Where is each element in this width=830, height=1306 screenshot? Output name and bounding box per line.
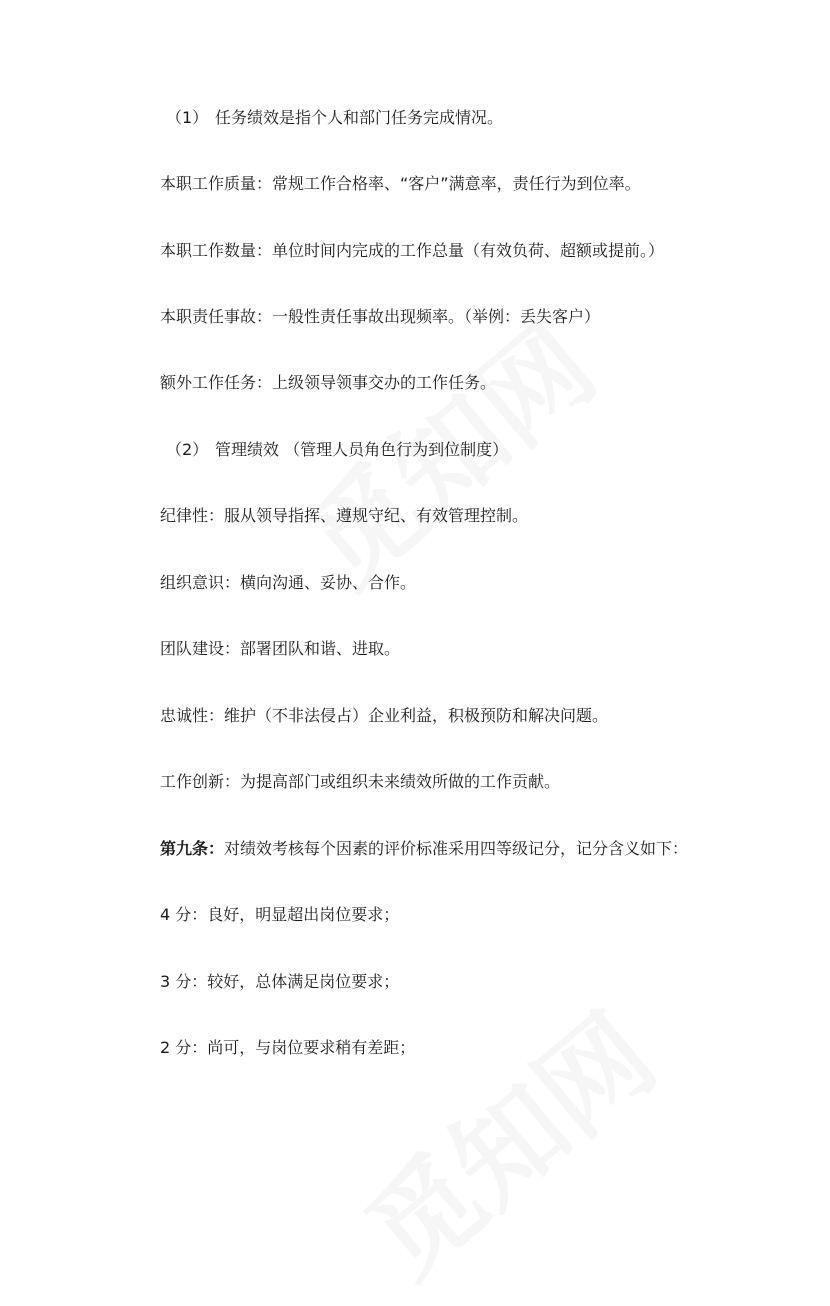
paragraph: 3 分：较好，总体满足岗位要求； bbox=[160, 972, 400, 991]
paragraph: 本职责任事故：一般性责任事故出现频率。（举例：丢失客户） bbox=[160, 307, 601, 326]
watermark bbox=[328, 972, 682, 1305]
paragraph: 组织意识：横向沟通、妥协、合作。 bbox=[160, 573, 417, 592]
paragraph: 2 分：尚可，与岗位要求稍有差距； bbox=[160, 1038, 416, 1057]
paragraph: 本职工作质量：常规工作合格率、“客户”满意率，责任行为到位率。 bbox=[160, 174, 641, 193]
paragraph-text: 对绩效考核每个因素的评价标准采用四等级记分，记分含义如下： bbox=[224, 839, 689, 858]
paragraph-text: 管理绩效 （管理人员角色行为到位制度） bbox=[215, 440, 509, 459]
paragraph: 额外工作任务：上级领导领事交办的工作任务。 bbox=[160, 373, 497, 392]
article-nine bbox=[160, 838, 688, 860]
paragraph: 工作创新：为提高部门或组织未来绩效所做的工作贡献。 bbox=[160, 772, 561, 791]
item-number: （1） bbox=[166, 108, 209, 127]
paragraph: 忠诚性：维护（不非法侵占）企业利益，积极预防和解决问题。 bbox=[160, 706, 609, 725]
section-heading-2 bbox=[160, 439, 508, 461]
paragraph: 团队建设：部署团队和谐、进取。 bbox=[160, 639, 401, 658]
paragraph: 4 分：良好，明显超出岗位要求； bbox=[160, 905, 400, 924]
paragraph: 纪律性：服从领导指挥、遵规守纪、有效管理控制。 bbox=[160, 506, 529, 525]
article-label: 第九条： bbox=[160, 839, 225, 858]
section-heading-1 bbox=[160, 107, 503, 129]
paragraph: 本职工作数量：单位时间内完成的工作总量（有效负荷、超额或提前。） bbox=[160, 241, 665, 260]
item-number: （2） bbox=[166, 440, 209, 459]
paragraph-text: 任务绩效是指个人和部门任务完成情况。 bbox=[215, 108, 504, 127]
